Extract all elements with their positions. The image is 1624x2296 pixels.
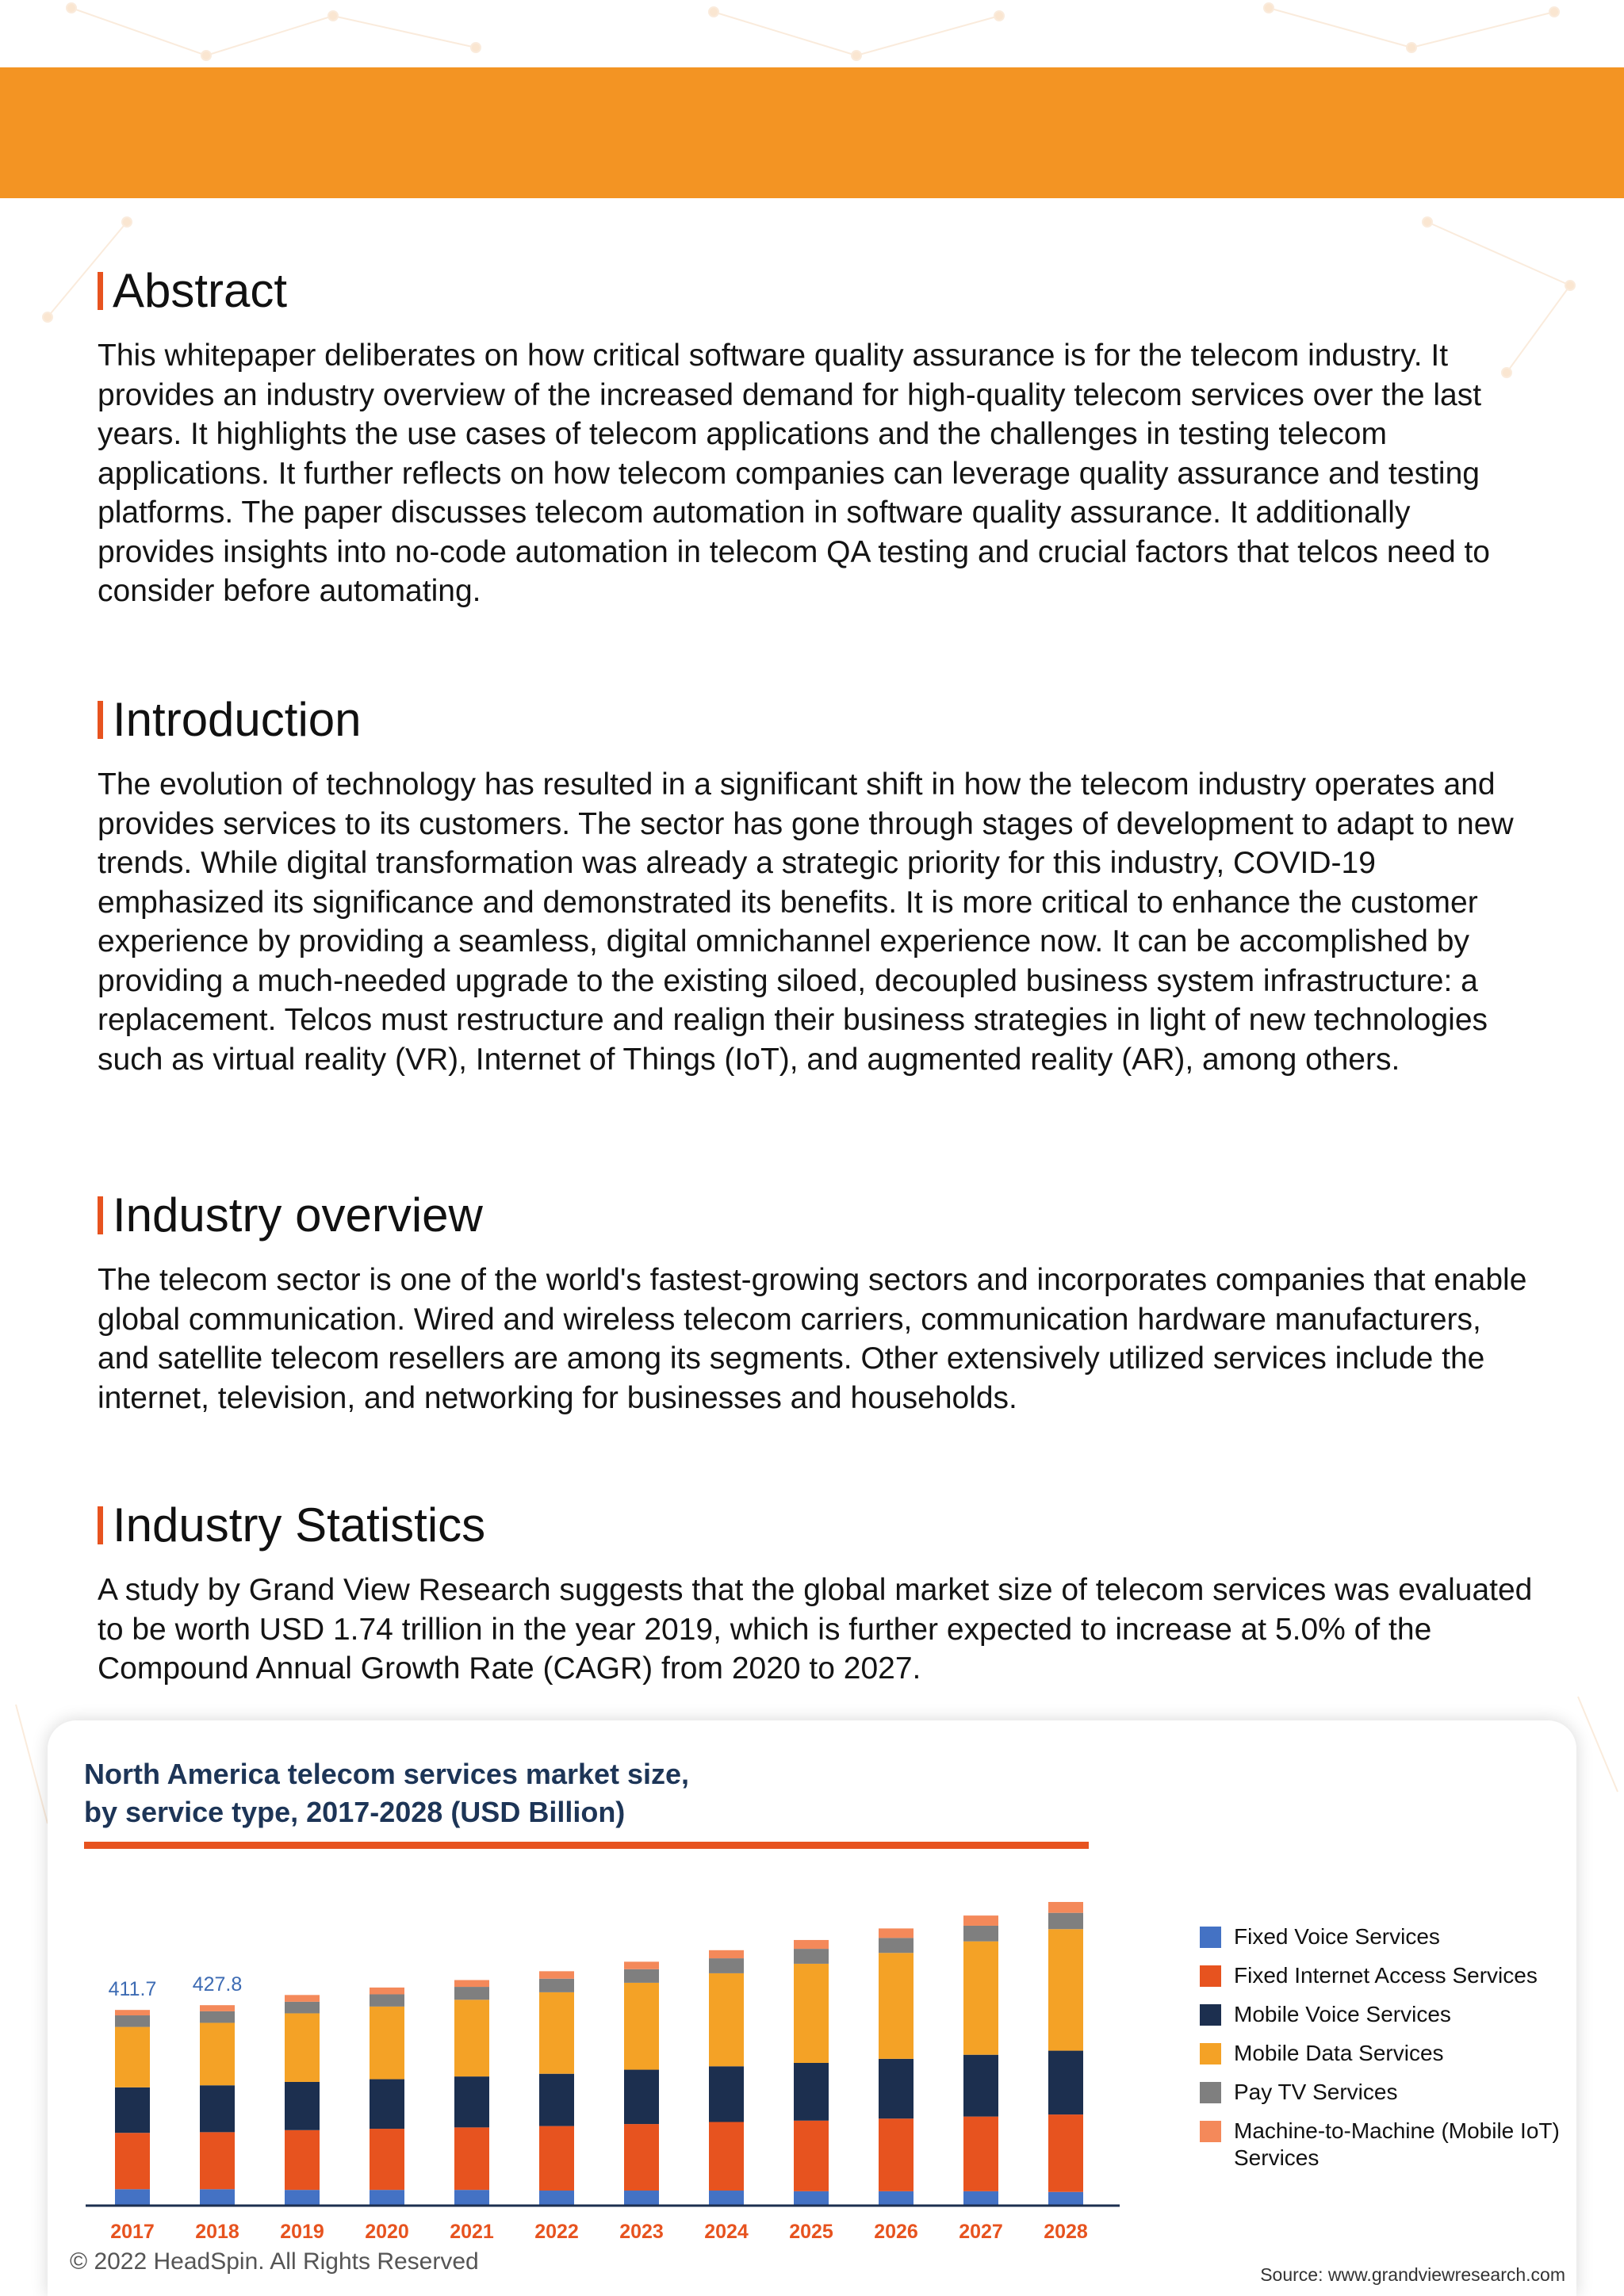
bar-segment-2019-1 — [285, 2130, 320, 2190]
section-introduction — [98, 692, 1533, 1079]
bar-segment-2027-3 — [963, 1942, 998, 2055]
footer-copyright: © 2022 HeadSpin. All Rights Reserved — [70, 2248, 479, 2275]
bar-segment-2028-3 — [1048, 1929, 1083, 2050]
bar-segment-2026-5 — [879, 1928, 914, 1938]
bar-segment-2017-5 — [115, 2010, 150, 2015]
bar-segment-2019-3 — [285, 2013, 320, 2082]
bar-segment-2026-1 — [879, 2118, 914, 2191]
heading-industry-statistics-text: Industry Statistics — [113, 1498, 486, 1552]
heading-marker — [98, 272, 103, 310]
bar-segment-2027-0 — [963, 2191, 998, 2205]
bar-segment-2020-0 — [370, 2190, 404, 2205]
paragraph-abstract: This whitepaper deliberates on how critical software quality assurance is for the telecom industry. It provides an industry overview of the increased demand for high-quality telecom services over the last years. It highlights the use cases of telecom applications and the challenges in testing telecom applications. It further reflects on how telecom companies can leverage quality assurance and testing platforms. The paper discusses telecom automation in software quality assurance. It additionally provides insights into no-code automation in telecom QA testing and crucial factors that telcos need to consider before automating. — [98, 339, 1490, 608]
legend-label: Fixed Voice Services — [1234, 1924, 1440, 1949]
bar-segment-2021-2 — [454, 2076, 489, 2127]
bar-segment-2021-5 — [454, 1980, 489, 1987]
bar-segment-2019-5 — [285, 1995, 320, 2002]
bar-segment-2025-3 — [794, 1964, 829, 2063]
paragraph-industry-statistics: A study by Grand View Research suggests that the global market size of telecom services was evaluated to be worth USD 1.74 trillion in the year 2019, which is further expected to increase at 5.0% of the Compound Annual Growth Rate (CAGR) from 2020 to 2027. — [98, 1573, 1533, 1686]
heading-industry-overview — [98, 1188, 1533, 1243]
bar-segment-2021-0 — [454, 2190, 489, 2205]
x-tick-label-2024: 2024 — [704, 2221, 749, 2243]
bar-segment-2025-1 — [794, 2121, 829, 2191]
heading-marker — [98, 1196, 103, 1234]
heading-abstract-text: Abstract — [113, 264, 288, 317]
legend-item — [1200, 1962, 1567, 1989]
bar-segment-2017-2 — [115, 2087, 150, 2133]
legend-swatch — [1200, 1965, 1221, 1987]
bar-segment-2017-1 — [115, 2133, 150, 2189]
chart-source: Source: www.grandviewresearch.com — [1260, 2264, 1565, 2285]
bar-segment-2026-0 — [879, 2191, 914, 2205]
bar-segment-2020-4 — [370, 1994, 404, 2006]
bar-segment-2024-5 — [709, 1950, 744, 1958]
x-tick-label-2022: 2022 — [534, 2221, 579, 2243]
chart-title-line-2: by service type, 2017-2028 (USD Billion) — [84, 1796, 626, 1828]
heading-industry-statistics — [98, 1498, 1533, 1553]
bar-segment-2022-1 — [539, 2126, 574, 2191]
bar-segment-2017-3 — [115, 2027, 150, 2087]
x-tick-label-2026: 2026 — [874, 2221, 918, 2243]
bar-segment-2021-4 — [454, 1987, 489, 1999]
bar-segment-2023-2 — [624, 2070, 659, 2125]
bar-segment-2023-1 — [624, 2124, 659, 2191]
bar-segment-2026-2 — [879, 2059, 914, 2118]
chart-card — [48, 1720, 1576, 2296]
bar-segment-2018-4 — [200, 2011, 235, 2023]
bar-segment-2027-2 — [963, 2055, 998, 2117]
bar-segment-2017-4 — [115, 2015, 150, 2027]
bar-segment-2023-5 — [624, 1961, 659, 1969]
bar-segment-2028-2 — [1048, 2051, 1083, 2115]
x-tick-label-2028: 2028 — [1044, 2221, 1088, 2243]
heading-marker — [98, 1506, 103, 1544]
bar-segment-2026-3 — [879, 1953, 914, 2059]
bar-segment-2028-5 — [1048, 1902, 1083, 1913]
bar-segment-2018-5 — [200, 2005, 235, 2011]
x-tick-label-2025: 2025 — [789, 2221, 833, 2243]
bar-segment-2020-1 — [370, 2129, 404, 2190]
bar-segment-2020-3 — [370, 2007, 404, 2080]
bar-segment-2027-5 — [963, 1915, 998, 1926]
data-label-2017: 411.7 — [108, 1978, 157, 2001]
bar-segment-2024-3 — [709, 1973, 744, 2066]
legend-label: Mobile Data Services — [1234, 2041, 1444, 2065]
bar-segment-2018-1 — [200, 2132, 235, 2189]
x-tick-label-2019: 2019 — [280, 2221, 324, 2243]
bar-segment-2021-1 — [454, 2127, 489, 2190]
bar-segment-2027-4 — [963, 1926, 998, 1942]
bar-segment-2023-3 — [624, 1983, 659, 2070]
x-tick-label-2027: 2027 — [959, 2221, 1003, 2243]
bar-segment-2022-3 — [539, 1992, 574, 2074]
bar-segment-2018-3 — [200, 2022, 235, 2085]
bar-segment-2022-2 — [539, 2074, 574, 2126]
bar-segment-2020-2 — [370, 2080, 404, 2130]
chart-title-line-1: North America telecom services market size, — [84, 1758, 690, 1790]
bar-segment-2024-0 — [709, 2191, 744, 2205]
x-tick-label-2017: 2017 — [110, 2221, 155, 2243]
bar-segment-2018-0 — [200, 2189, 235, 2205]
data-label-2018: 427.8 — [192, 1973, 243, 1996]
bar-segment-2027-1 — [963, 2117, 998, 2191]
legend-label: Mobile Voice Services — [1234, 2002, 1451, 2026]
legend-item — [1200, 2079, 1567, 2106]
x-tick-label-2020: 2020 — [365, 2221, 409, 2243]
section-industry-overview — [98, 1188, 1533, 1418]
bar-segment-2025-2 — [794, 2063, 829, 2121]
heading-marker — [98, 701, 103, 739]
legend-item — [1200, 2118, 1567, 2172]
legend-item — [1200, 1923, 1567, 1950]
bar-segment-2028-1 — [1048, 2114, 1083, 2192]
legend-swatch — [1200, 2082, 1221, 2103]
bar-segment-2028-4 — [1048, 1913, 1083, 1930]
heading-introduction-text: Introduction — [113, 693, 362, 746]
legend-swatch — [1200, 2043, 1221, 2064]
bar-segment-2019-4 — [285, 2002, 320, 2014]
heading-industry-overview-text: Industry overview — [113, 1188, 483, 1242]
bar-segment-2021-3 — [454, 1999, 489, 2076]
x-tick-label-2018: 2018 — [195, 2221, 239, 2243]
bar-segment-2022-0 — [539, 2191, 574, 2205]
legend-label: Machine-to-Machine (Mobile IoT) Services — [1234, 2118, 1560, 2170]
x-tick-label-2021: 2021 — [450, 2221, 494, 2243]
bar-segment-2025-0 — [794, 2191, 829, 2205]
x-tick-label-2023: 2023 — [619, 2221, 664, 2243]
bar-segment-2018-2 — [200, 2085, 235, 2132]
bar-segment-2025-5 — [794, 1940, 829, 1949]
legend-item — [1200, 2040, 1567, 2067]
bar-segment-2026-4 — [879, 1938, 914, 1953]
header-band — [0, 67, 1624, 198]
paragraph-introduction: The evolution of technology has resulted in a significant shift in how the telecom industry operates and provides services to its customers. The sector has gone through stages of development to adapt to new trends. While digital transformation was already a strategic priority for this industry, COVID-19 emphasized its significance and demonstrated its benefits. It is more critical to enhance the customer experience by providing a seamless, digital omnichannel experience now. It can be accomplished by providing a much-needed upgrade to the existing siloed, decoupled business system infrastructure: a replacement. Telcos must restructure and realign their business strategies in light of new technologies such as virtual reality (VR), Internet of Things (IoT), and augmented reality (AR), among others. — [98, 767, 1514, 1077]
bar-segment-2023-0 — [624, 2191, 659, 2205]
section-abstract — [98, 263, 1533, 611]
legend-item — [1200, 2001, 1567, 2028]
bar-segment-2019-2 — [285, 2082, 320, 2130]
legend-swatch — [1200, 2121, 1221, 2142]
legend-label: Pay TV Services — [1234, 2080, 1398, 2104]
bar-segment-2028-0 — [1048, 2192, 1083, 2205]
paragraph-industry-overview: The telecom sector is one of the world's fastest-growing sectors and incorporates companies that enable global communication. Wired and wireless telecom carriers, communication hardware manufacturers, and satellite telecom resellers are among its segments. Other extensively utilized services include the internet, television, and networking for businesses and households. — [98, 1263, 1527, 1415]
bar-segment-2024-1 — [709, 2122, 744, 2191]
bar-segment-2024-4 — [709, 1958, 744, 1973]
bar-segment-2023-4 — [624, 1969, 659, 1983]
bar-segment-2017-0 — [115, 2189, 150, 2205]
legend-label: Fixed Internet Access Services — [1234, 1963, 1538, 1988]
bar-segment-2022-5 — [539, 1971, 574, 1978]
heading-abstract — [98, 263, 1533, 319]
bar-segment-2024-2 — [709, 2066, 744, 2122]
bar-segment-2022-4 — [539, 1979, 574, 1992]
legend-swatch — [1200, 1927, 1221, 1948]
heading-introduction — [98, 692, 1533, 748]
bar-segment-2019-0 — [285, 2190, 320, 2205]
legend-swatch — [1200, 2004, 1221, 2026]
section-industry-statistics — [98, 1498, 1533, 1689]
bar-segment-2020-5 — [370, 1988, 404, 1995]
bar-segment-2025-4 — [794, 1949, 829, 1964]
